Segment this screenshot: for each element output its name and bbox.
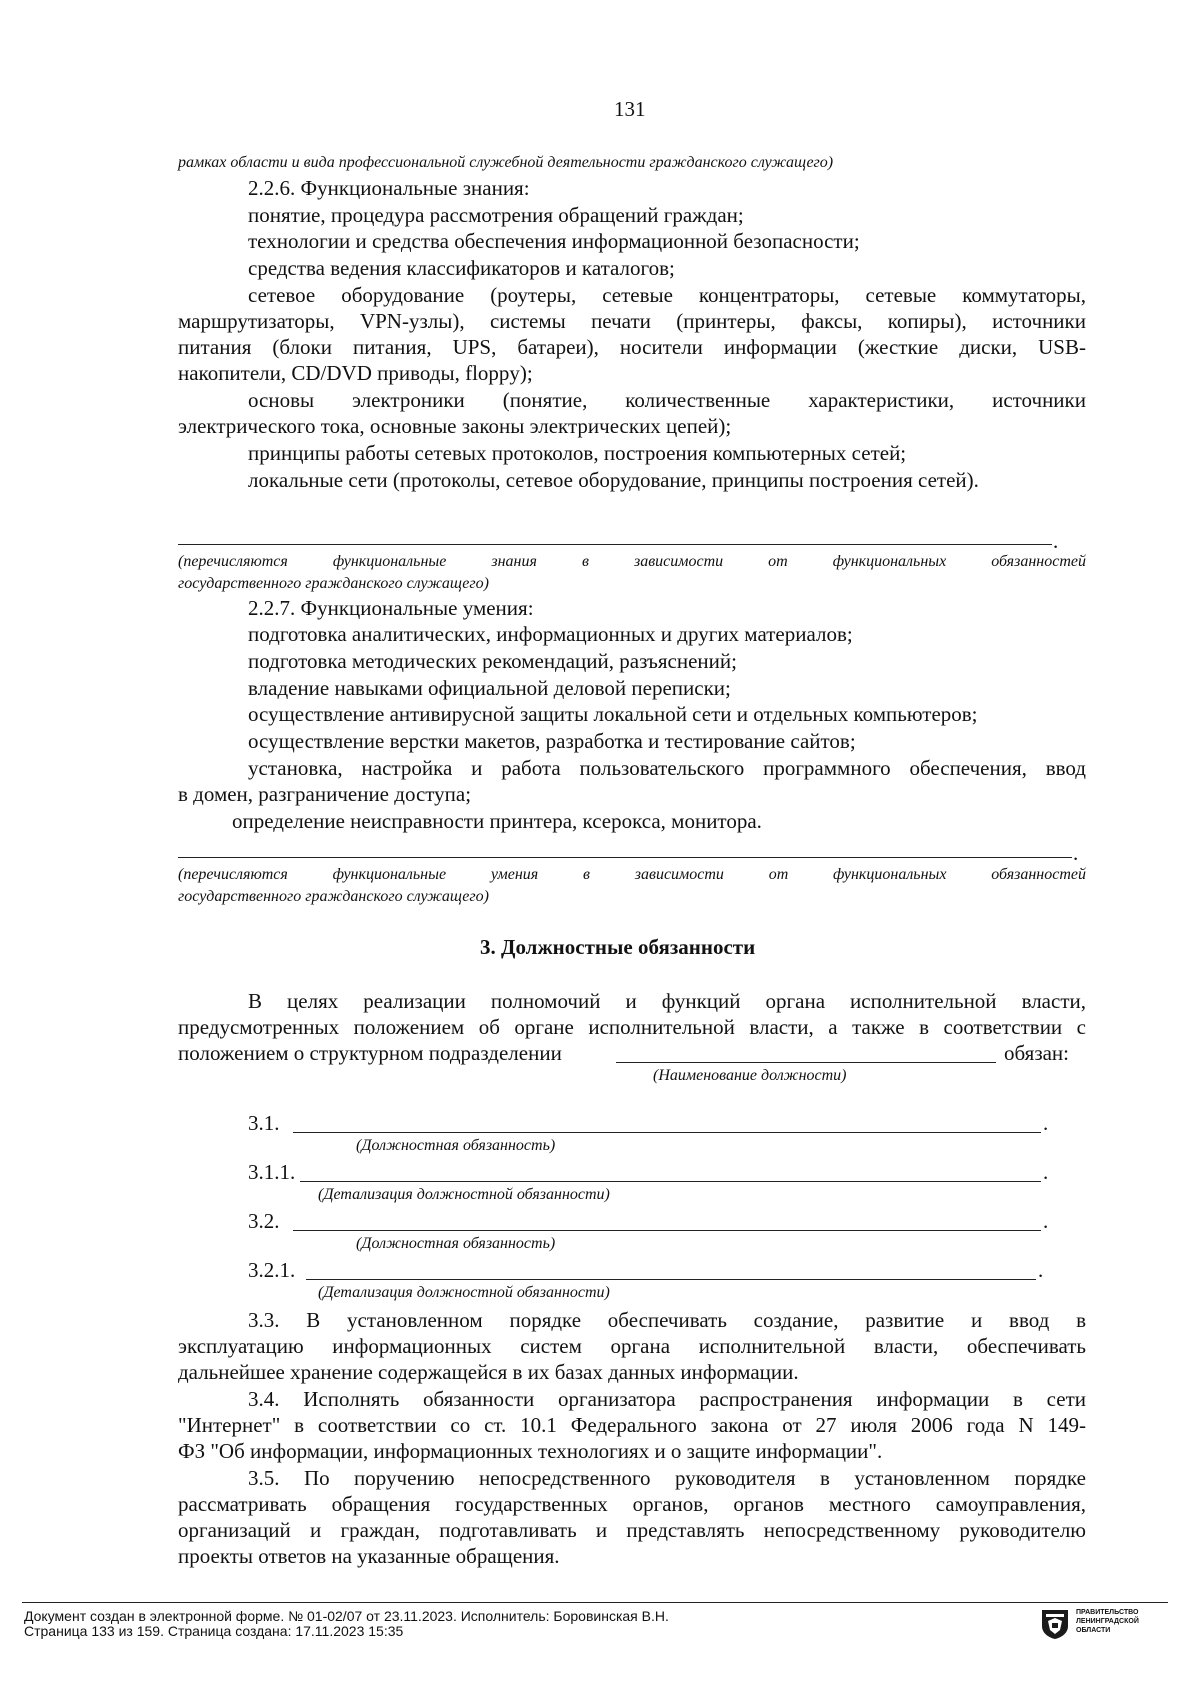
skills-item: владение навыками официальной деловой переписки;	[248, 676, 731, 700]
paragraph-3-5: проекты ответов на указанные обращения.	[178, 1544, 560, 1568]
skills-install-line: установка, настройка и работа пользовательского программного обеспечения, ввод	[248, 756, 1086, 780]
skills-note: (перечисляются функциональные умения в зависимости от функциональных обязанностей	[178, 866, 1086, 883]
position-caption: (Наименование должности)	[653, 1067, 847, 1084]
knowledge-network-line: сетевое оборудование (роутеры, сетевые концентраторы, сетевые коммутаторы,	[248, 283, 1086, 307]
paragraph-3-3: 3.3. В установленном порядке обеспечивать создание, развитие и ввод в	[248, 1308, 1086, 1332]
duty-caption: (Должностная обязанность)	[356, 1235, 556, 1252]
knowledge-electronics-line: основы электроники (понятие, количественные характеристики, источники	[248, 388, 1086, 412]
duty-fill-line	[300, 1181, 1041, 1182]
coat-of-arms-icon	[1040, 1608, 1070, 1640]
duty-number: 3.1.	[248, 1111, 280, 1135]
period: .	[1038, 1258, 1044, 1282]
duty-fill-line	[293, 1230, 1041, 1231]
knowledge-item: принципы работы сетевых протоколов, построения компьютерных сетей;	[248, 441, 907, 465]
duty-number: 3.1.1.	[248, 1160, 296, 1184]
skills-note: государственного гражданского служащего)	[178, 888, 489, 905]
paragraph-3-5: рассматривать обращения государственных органов, органов местного самоуправления,	[178, 1492, 1086, 1516]
knowledge-item: технологии и средства обеспечения информационной безопасности;	[248, 229, 860, 253]
knowledge-item: средства ведения классификаторов и каталогов;	[248, 256, 675, 280]
knowledge-network-line: накопители, CD/DVD приводы, floppy);	[178, 361, 533, 385]
skills-item: определение неисправности принтера, ксерокса, монитора.	[232, 809, 762, 833]
period: .	[1043, 1160, 1049, 1184]
skills-item: подготовка методических рекомендаций, разъяснений;	[248, 649, 737, 673]
skills-heading: 2.2.7. Функциональные умения:	[248, 596, 534, 620]
duty-number: 3.2.1.	[248, 1258, 296, 1282]
knowledge-note: государственного гражданского служащего)	[178, 575, 489, 592]
duty-caption: (Детализация должностной обязанности)	[318, 1284, 610, 1301]
skills-item: осуществление антивирусной защиты локальной сети и отдельных компьютеров;	[248, 702, 978, 726]
duty-number: 3.2.	[248, 1209, 280, 1233]
paragraph-3-3: эксплуатацию информационных систем органа исполнительной власти, обеспечивать	[178, 1334, 1086, 1358]
skills-item: осуществление верстки макетов, разработка и тестирование сайтов;	[248, 729, 856, 753]
knowledge-item: понятие, процедура рассмотрения обращений граждан;	[248, 203, 744, 227]
knowledge-fill-line	[178, 544, 1052, 545]
logo-text-line: ПРАВИТЕЛЬСТВО	[1076, 1609, 1139, 1616]
footer-line: Документ создан в электронной форме. № 01-02/07 от 23.11.2023. Исполнитель: Боровинская В.Н.	[24, 1608, 669, 1624]
knowledge-electronics-line: электрического тока, основные законы электрических цепей);	[178, 414, 732, 438]
duty-caption: (Детализация должностной обязанности)	[318, 1186, 610, 1203]
knowledge-network-line: питания (блоки питания, UPS, батареи), носители информации (жесткие диски, USB-	[178, 335, 1086, 359]
logo-text-line: ЛЕНИНГРАДСКОЙ	[1076, 1618, 1139, 1625]
paragraph-3-5: организаций и граждан, подготавливать и представлять непосредственному руководителю	[178, 1518, 1086, 1542]
period: .	[1053, 529, 1059, 553]
paragraph-3-3: дальнейшее хранение содержащейся в их базах данных информации.	[178, 1360, 799, 1384]
paragraph-3-4: 3.4. Исполнять обязанности организатора распространения информации в сети	[248, 1387, 1086, 1411]
skills-fill-line	[178, 857, 1072, 858]
duty-fill-line	[306, 1279, 1036, 1280]
section-title: 3. Должностные обязанности	[480, 935, 756, 959]
duty-caption: (Должностная обязанность)	[356, 1137, 556, 1154]
paragraph-3-5: 3.5. По поручению непосредственного руководителя в установленном порядке	[248, 1466, 1086, 1490]
period: .	[1043, 1111, 1049, 1135]
paragraph-3-4: "Интернет" в соответствии со ст. 10.1 Федерального закона от 27 июля 2006 года N 149-	[178, 1413, 1086, 1437]
footer-line: Страница 133 из 159. Страница создана: 17.11.2023 15:35	[24, 1623, 404, 1639]
paragraph-3-4: ФЗ "Об информации, информационных технологиях и о защите информации".	[178, 1439, 883, 1463]
period: .	[1043, 1209, 1049, 1233]
intro-line: положением о структурном подразделении	[178, 1041, 562, 1065]
government-logo-text	[1076, 1608, 1139, 1635]
duty-fill-line	[293, 1132, 1041, 1133]
intro-line: предусмотренных положением об органе исполнительной власти, а также в соответствии с	[178, 1015, 1086, 1039]
knowledge-item: локальные сети (протоколы, сетевое оборудование, принципы построения сетей).	[248, 468, 979, 492]
knowledge-network-line: маршрутизаторы, VPN-узлы), системы печати (принтеры, факсы, копиры), источники	[178, 309, 1086, 333]
knowledge-note: (перечисляются функциональные знания в зависимости от функциональных обязанностей	[178, 553, 1086, 570]
top-note: рамках области и вида профессиональной служебной деятельности гражданского служащего)	[178, 154, 834, 171]
intro-line: В целях реализации полномочий и функций органа исполнительной власти,	[248, 989, 1086, 1013]
skills-item: подготовка аналитических, информационных и других материалов;	[248, 622, 853, 646]
intro-line-end: обязан:	[1004, 1041, 1070, 1065]
page-number: 131	[614, 97, 646, 121]
knowledge-heading: 2.2.6. Функциональные знания:	[248, 176, 530, 200]
logo-text-line: ОБЛАСТИ	[1076, 1627, 1111, 1634]
footer-divider	[22, 1602, 1168, 1603]
period: .	[1073, 841, 1079, 865]
position-fill-line	[616, 1062, 996, 1063]
skills-install-line: в домен, разграничение доступа;	[178, 782, 472, 806]
